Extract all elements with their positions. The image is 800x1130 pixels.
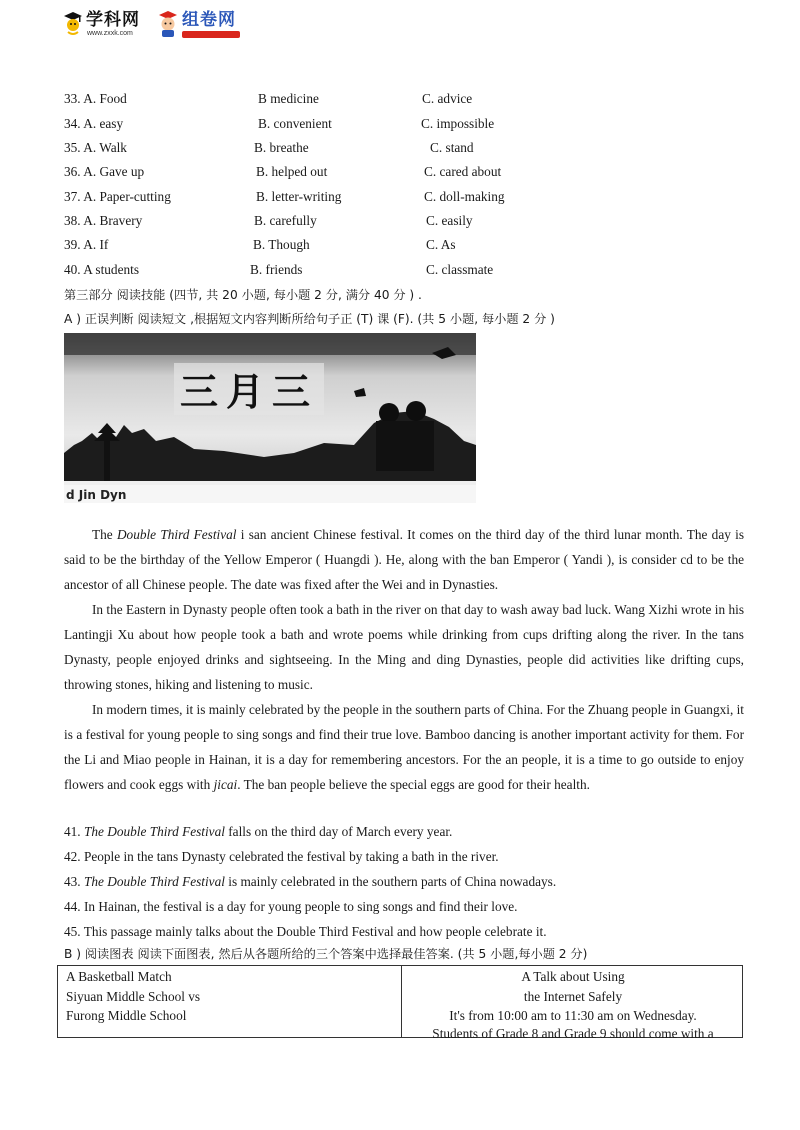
option-36-b: B. helped out [256, 164, 328, 179]
passage-paragraph-3: In modern times, it is mainly celebrated by the people in the southern parts of China. For the Zhuang people in Guangxi, it is a festival for young people to sing songs and find their true love. Bamboo dancing is another important activity for them. For the Li and Miao people in Hainan, it is a day for remembering ancestors. For the an people, it is a time to go outside to enjoy flowers and cook eggs with jicai. The ban people believe the special eggs are good for their health. [64, 702, 744, 792]
question-39: 39. A. If [64, 237, 109, 252]
option-35-c: C. stand [430, 140, 474, 155]
option-37-b: B. letter-writing [256, 189, 342, 204]
question-35: 35. A. Walk [64, 140, 127, 155]
zxxk-logo[interactable] [62, 10, 140, 36]
question-40: 40. A students [64, 262, 139, 277]
table-cell-basketball [66, 967, 200, 1026]
photo-caption-fragment: d Jin Dyn [66, 488, 127, 502]
section3-heading: 第三部分 阅读技能 (四节, 共 20 小题, 每小题 2 分, 满分 40 分 ) . [64, 288, 422, 302]
sectionA-heading: A ) 正误判断 阅读短文 ,根据短文内容判断所给句子正 (T) 课 (F). (共 5 小题, 每小题 2 分 ) [64, 312, 555, 326]
zujuan-logo[interactable] [156, 10, 236, 38]
zxxk-url: www.zxxk.com [87, 30, 133, 37]
option-34-b: B. convenient [258, 116, 332, 131]
question-34: 34. A. easy [64, 116, 124, 131]
table-left-line: Siyuan Middle School vs [66, 988, 201, 1004]
zujuan-logo-text: 组卷网 [182, 10, 236, 30]
header-logos [62, 10, 362, 46]
option-39-c: C. As [426, 237, 456, 252]
option-39-b: B. Though [253, 237, 310, 252]
question-38: 38. A. Bravery [64, 213, 143, 228]
table-left-line: Furong Middle School [66, 1008, 187, 1023]
statement-45: 45. This passage mainly talks about the Double Third Festival and how people celebrate it. [64, 924, 547, 939]
option-38-b: B. carefully [254, 213, 317, 228]
table-right-line: Students of Grade 8 and Grade 9 should come with a [432, 1025, 714, 1041]
double-third-festival-photo [64, 333, 476, 503]
option-40-c: C. classmate [426, 262, 494, 277]
zujuan-tagline-bar [182, 31, 240, 38]
option-40-b: B. friends [250, 262, 303, 277]
statement-44: 44. In Hainan, the festival is a day for young people to sing songs and find their love. [64, 899, 518, 914]
option-36-c: C. cared about [424, 164, 502, 179]
table-right-line: It's from 10:00 am to 11:30 am on Wednesday. [449, 1008, 697, 1023]
option-34-c: C. impossible [421, 116, 495, 131]
graduate-mascot-icon [62, 10, 84, 36]
sectionB-heading: B ) 阅读图表 阅读下面图表, 然后从各题所给的三个答案中选择最佳答案. (共 5 小题,每小题 2 分) [64, 947, 588, 961]
reading-chart-table [57, 965, 743, 1041]
option-33-b: B medicine [258, 91, 319, 106]
jicai-term: jicai [213, 777, 238, 792]
passage-paragraph-1: The Double Third Festival i san ancient Chinese festival. It comes on the third day of the third lunar month. The day is said to be the birthday of the Yellow Emperor ( Huangdi ). He, along with the ban Emperor ( Yandi ), is consider cd to be the ancestor of all Chinese people. The date was fixed after the Wei and in Dynasties. [64, 527, 744, 592]
option-38-c: C. easily [426, 213, 473, 228]
reading-passage [64, 522, 744, 797]
festival-title: Double Third Festival [116, 527, 237, 542]
question-37: 37. A. Paper-cutting [64, 189, 171, 204]
table-right-line: A Talk about Using [521, 969, 625, 984]
statement-41: 41. The Double Third Festival falls on the third day of March every year. [64, 824, 453, 839]
statement-42: 42. People in the tans Dynasty celebrated the festival by taking a bath in the river. [64, 849, 499, 864]
question-33: 33. A. Food [64, 91, 127, 106]
passage-paragraph-2: In the Eastern in Dynasty people often took a bath in the river on that day to wash away bad luck. Wang Xizhi wrote in his Lantingji Xu about how people took a bath and wrote poems while drinking from cups drifting along the river. In the tans Dynasty, people enjoyed drinks and sightseeing. In the Ming and ding Dynasties, people did activities like drifting cups, throwing stones, hiking and listening to music. [64, 602, 744, 692]
question-36: 36. A. Gave up [64, 164, 145, 179]
statement-43: 43. The Double Third Festival is mainly celebrated in the southern parts of China nowadays. [64, 874, 557, 889]
option-37-c: C. doll-making [424, 189, 505, 204]
option-33-c: C. advice [422, 91, 473, 106]
student-mascot-icon [156, 10, 180, 38]
zxxk-logo-text: 学科网 [86, 10, 140, 30]
table-left-line: A Basketball Match [66, 969, 172, 984]
calligraphy-text: 三月三 [179, 370, 319, 414]
true-false-statements [64, 819, 744, 944]
table-cell-internet-talk [402, 967, 744, 1041]
table-right-line: the Internet Safely [523, 988, 623, 1004]
option-35-b: B. breathe [254, 140, 309, 155]
